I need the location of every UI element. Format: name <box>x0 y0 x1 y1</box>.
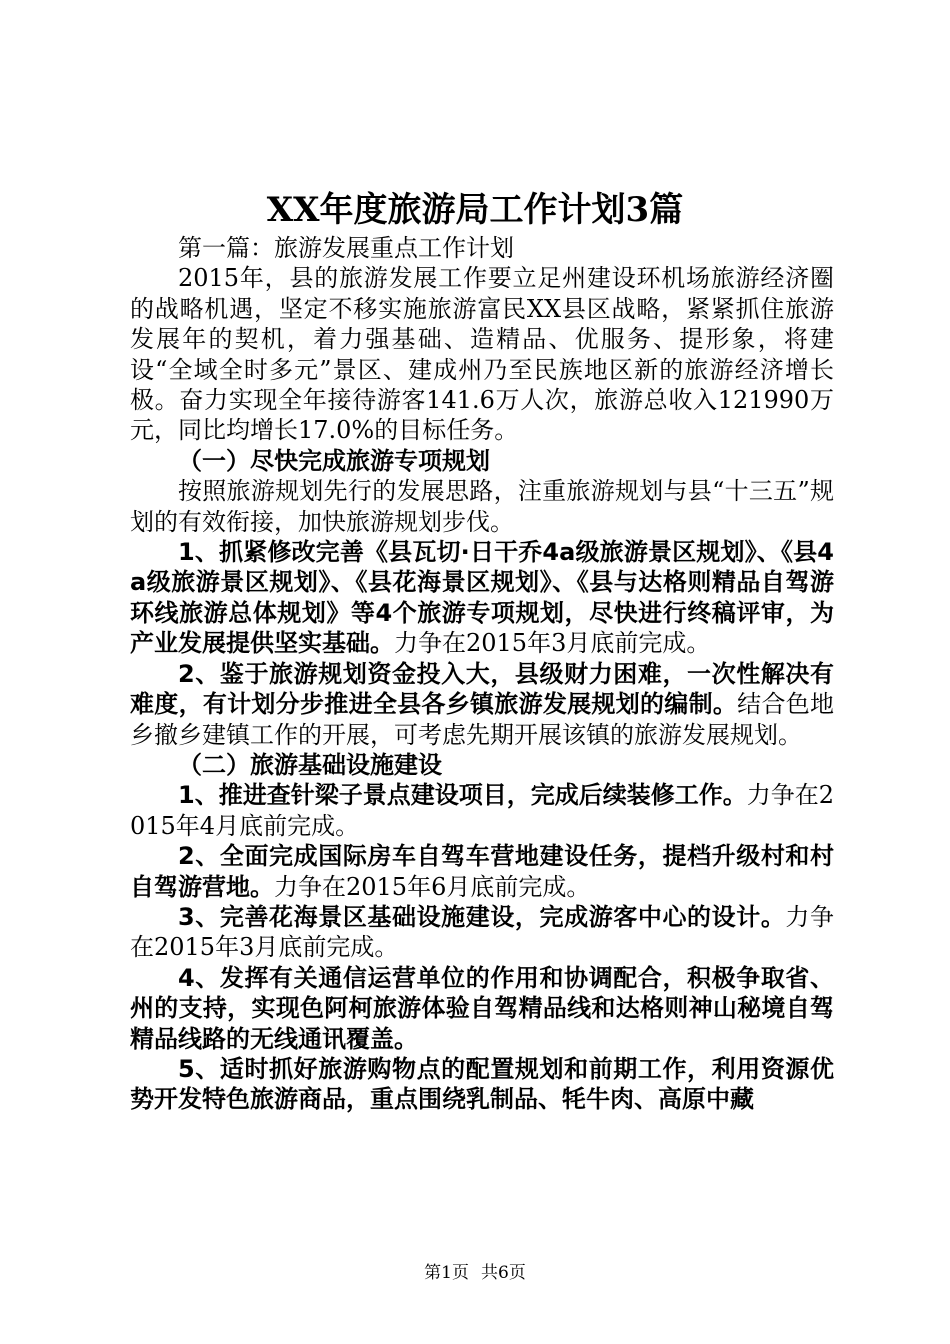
document-title: XX年度旅游局工作计划3篇 <box>266 190 684 230</box>
item-deadline-text: 力争在2015年4月底前完成。 <box>130 781 834 840</box>
item-deadline-text: 力争在2015年3月底前完成。 <box>394 629 711 658</box>
list-item <box>130 841 834 902</box>
item-main-text: 2、鉴于旅游规划资金投入大，县级财力困难，一次性解决有难度，有计划分步推进全县各乡镇旅游发展规划的编制。 <box>130 659 834 719</box>
page-footer <box>0 1262 950 1284</box>
page-number: 第1页 <box>424 1263 469 1283</box>
intro-paragraph: 2015年，县的旅游发展工作要立足州建设环机场旅游经济圈的战略机遇，坚定不移实施旅游富民XX县区战略，紧紧抓住旅游发展年的契机，着力强基础、造精品、优服务、提形象，将建设“全域全时多元”景区、建成州乃至民族地区新的旅游经济增长极。奋力实现全年接待游客141.6万人次，旅游总收入121990万元，同比均增长17.0%的目标任务。 <box>130 264 834 445</box>
section-heading: 第一篇：旅游发展重点工作计划 <box>178 234 514 262</box>
list-item <box>130 659 834 750</box>
list-item: 4、发挥有关通信运营单位的作用和协调配合，积极争取省、州的支持，实现色阿柯旅游体验自驾精品线和达格则神山秘境自驾精品线路的无线通讯覆盖。 <box>130 963 834 1053</box>
list-item <box>130 902 834 963</box>
list-item <box>130 537 834 659</box>
item-main-text: 1、推进查针梁子景点建设项目，完成后续装修工作。 <box>178 781 747 810</box>
item-main-text: 3、完善花海景区基础设施建设，完成游客中心的设计。 <box>178 902 786 931</box>
subsection-heading: （二）旅游基础设施建设 <box>178 750 442 779</box>
item-main-text: 2、全面完成国际房车自驾车营地建设任务，提档升级村和村自驾游营地。 <box>130 842 834 901</box>
item-note-text: 结合色地乡撤乡建镇工作的开展，可考虑先期开展该镇的旅游发展规划。 <box>130 690 835 749</box>
subsection-heading: （一）尽快完成旅游专项规划 <box>178 446 490 475</box>
list-item <box>130 780 834 841</box>
list-item: 5、适时抓好旅游购物点的配置规划和前期工作，利用资源优势开发特色旅游商品，重点围绕乳制品、牦牛肉、高原中藏 <box>130 1054 834 1114</box>
item-deadline-text: 力争在2015年6月底前完成。 <box>274 872 591 901</box>
item-main-text: 1、抓紧修改完善《县瓦切·日干乔4a级旅游景区规划》、《县4a级旅游景区规划》、《县花海景区规划》、《县与达格则精品自驾游环线旅游总体规划》等4个旅游专项规划，尽快进行终稿评审，为产业发展提供坚实基础。 <box>130 538 834 658</box>
body-paragraph: 按照旅游规划先行的发展思路，注重旅游规划与县“十三五”规划的有效衔接，加快旅游规划步伐。 <box>130 477 834 536</box>
item-deadline-text: 力争在2015年3月底前完成。 <box>130 902 834 962</box>
document-body <box>130 233 834 1115</box>
page-total: 共6页 <box>481 1263 526 1283</box>
